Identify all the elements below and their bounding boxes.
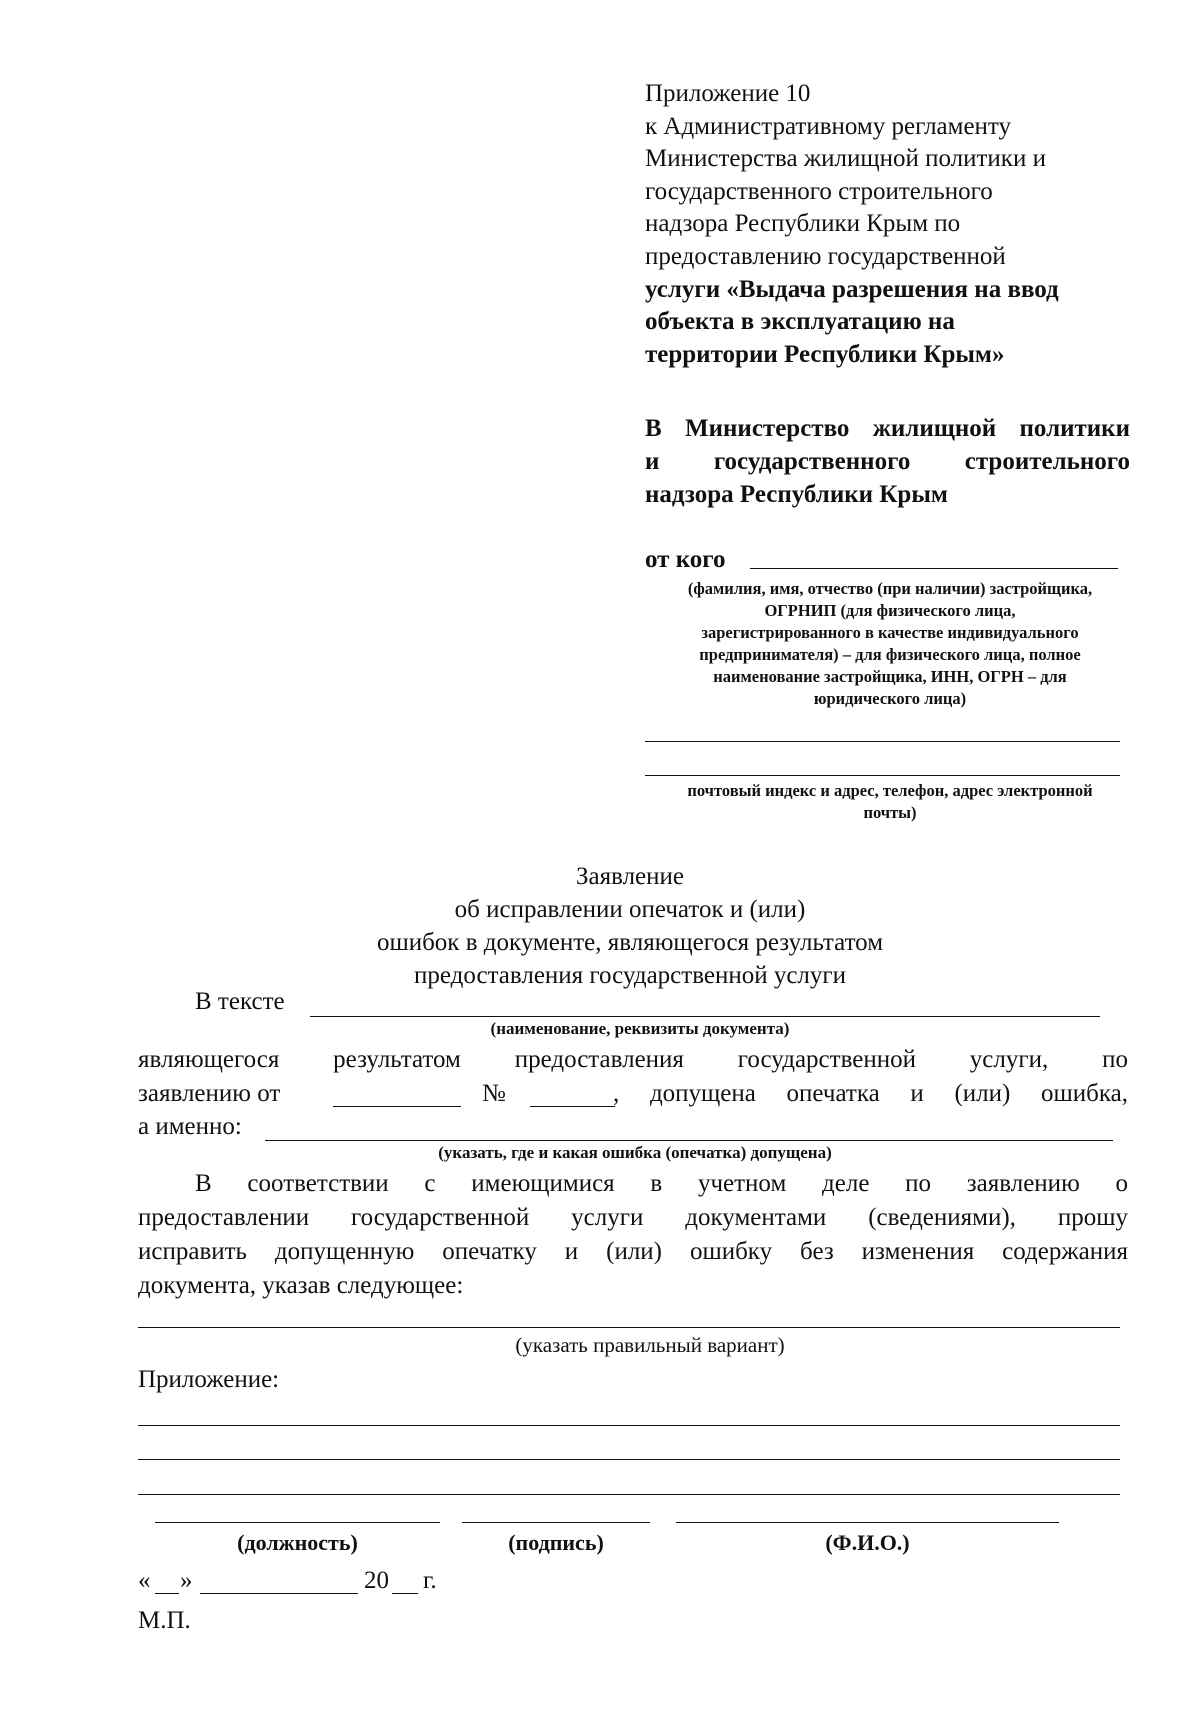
body-line-a: являющегося результатом предоставления государственной услуги, по — [138, 1046, 1128, 1073]
appendix-line: Министерства жилищной политики и — [645, 145, 1046, 173]
year-prefix: 20 — [364, 1567, 389, 1594]
number-sign: № — [482, 1080, 506, 1107]
appendix-line: территории Республики Крым» — [645, 340, 1005, 368]
error-caption: (указать, где и какая ошибка (опечатка) допущена) — [438, 1143, 832, 1162]
title-line: Заявление — [575, 863, 685, 890]
by-application-label: заявлению от — [138, 1080, 281, 1107]
date-year-line[interactable] — [392, 1593, 418, 1594]
fio-line[interactable] — [676, 1522, 1059, 1523]
attachment-line-3[interactable] — [138, 1494, 1120, 1495]
addressee-word: и — [645, 448, 660, 475]
attachment-line-1[interactable] — [138, 1425, 1120, 1426]
appendix-line: Приложение 10 — [645, 80, 811, 107]
appendix-line: к Административному регламенту — [645, 112, 1012, 140]
appendix-header — [645, 78, 1125, 371]
para-line: исправить допущенную опечатку и (или) ошибку без изменения содержания — [138, 1238, 1128, 1265]
date-day-line[interactable] — [155, 1593, 179, 1594]
from-field-line[interactable] — [750, 568, 1118, 569]
appendix-line: услуги «Выдача разрешения на ввод — [645, 275, 1059, 303]
position-line[interactable] — [155, 1522, 440, 1523]
appendix-line: предоставлению государственной — [645, 242, 1006, 270]
appendix-line: объекта в эксплуатацию на — [645, 308, 955, 336]
document-title — [300, 860, 960, 992]
addressee-block — [645, 412, 1130, 511]
application-number-line[interactable] — [530, 1106, 615, 1107]
postal-field-line[interactable] — [645, 775, 1120, 776]
postal-note-line: почтовый индекс и адрес, телефон, адрес электронной — [687, 781, 1093, 800]
correct-variant-line[interactable] — [138, 1327, 1120, 1328]
appendix-line: государственного строительного — [645, 177, 993, 205]
document-caption: (наименование, реквизиты документа) — [490, 1019, 790, 1038]
namely-label: а именно: — [138, 1113, 242, 1140]
postal-note-line: почты) — [863, 803, 917, 822]
title-line: ошибок в документе, являющегося результатом — [376, 929, 884, 956]
applicant-note-line: зарегистрированного в качестве индивидуального — [701, 623, 1079, 642]
postal-note — [645, 780, 1135, 824]
error-description-line[interactable] — [265, 1140, 1113, 1141]
appendix-line: надзора Республики Крым по — [645, 210, 961, 238]
applicant-note-line: юридического лица) — [813, 689, 967, 708]
date-quote-open: « — [138, 1567, 151, 1594]
para-line: предоставлении государственной услуги документами (сведениями), прошу — [138, 1204, 1128, 1231]
error-admitted-text: , допущена опечатка и (или) ошибка, — [613, 1080, 1128, 1107]
applicant-note-line: предпринимателя) – для физического лица, полное — [699, 645, 1081, 664]
addressee-word: строительного — [964, 448, 1130, 475]
position-caption: (должность) — [237, 1530, 358, 1555]
title-line: предоставления государственной услуги — [413, 962, 847, 989]
applicant-note — [645, 578, 1135, 710]
addressee-line-3: надзора Республики Крым — [645, 481, 948, 508]
para-line: В соответствии с имеющимися в учетном деле по заявлению о — [195, 1170, 1128, 1197]
year-suffix: г. — [423, 1567, 437, 1594]
signature-line[interactable] — [462, 1522, 650, 1523]
attachment-label: Приложение: — [138, 1366, 280, 1393]
title-line: об исправлении опечаток и (или) — [454, 896, 806, 923]
date-quote-close: » — [180, 1567, 193, 1594]
applicant-note-line: наименование застройщика, ИНН, ОГРН – для — [713, 667, 1067, 686]
para-line-last: документа, указав следующее: — [138, 1272, 464, 1299]
stamp-label: М.П. — [138, 1607, 191, 1634]
application-date-line[interactable] — [333, 1106, 461, 1107]
applicant-field-line[interactable] — [645, 741, 1120, 742]
attachment-line-2[interactable] — [138, 1459, 1120, 1460]
addressee-line-2 — [645, 445, 1130, 478]
addressee-line-1: В Министерство жилищной политики — [645, 415, 1130, 442]
from-label: от кого — [645, 546, 726, 573]
applicant-note-line: ОГРНИП (для физического лица, — [764, 601, 1016, 620]
applicant-note-line: (фамилия, имя, отчество (при наличии) застройщика, — [687, 579, 1093, 598]
date-month-line[interactable] — [200, 1593, 358, 1594]
fio-caption: (Ф.И.О.) — [825, 1530, 910, 1555]
signature-caption: (подпись) — [508, 1530, 604, 1555]
addressee-word: государственного — [713, 448, 911, 475]
in-text-label: В тексте — [195, 988, 285, 1015]
document-name-line[interactable] — [310, 1016, 1100, 1017]
correct-caption: (указать правильный вариант) — [515, 1333, 785, 1357]
